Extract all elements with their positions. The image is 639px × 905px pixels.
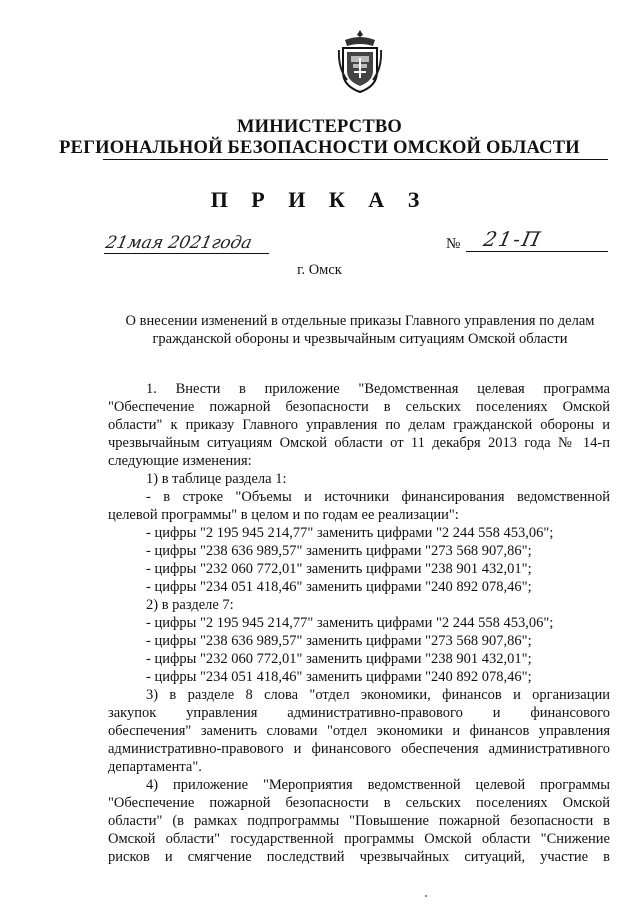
body-line: 4) приложение "Мероприятия ведомственной целевой программы <box>146 777 610 793</box>
order-city: г. Омск <box>297 262 342 278</box>
date-underline <box>104 253 269 254</box>
body-line: - цифры "2 195 945 214,77" заменить цифрами "2 244 558 453,06"; <box>146 525 554 541</box>
body-line: 3) в разделе 8 слова "отдел экономики, финансов и организации <box>146 687 610 703</box>
body-line: департамента". <box>108 759 202 775</box>
body-line: Омской области" государственной программы Омской области "Снижение <box>108 831 610 847</box>
body-line: закупок управления административно-правового и финансового <box>108 705 610 721</box>
order-subject: О внесении изменений в отдельные приказы Главного управления по делам гражданской обороны и чрезвычайным ситуациям Омской области <box>125 313 595 347</box>
body-line: "Обеспечение пожарной безопасности в сельских поселениях Омской <box>108 795 610 811</box>
body-line: - цифры "232 060 772,01" заменить цифрами "238 901 432,01"; <box>146 651 532 667</box>
body-line: следующие изменения: <box>108 453 252 469</box>
header-divider <box>103 159 608 160</box>
order-number-label: № <box>446 236 461 252</box>
body-line: чрезвычайным ситуациям Омской области от 11 декабря 2013 года № 14-п <box>108 435 610 451</box>
body-line: - цифры "238 636 989,57" заменить цифрами "273 568 907,86"; <box>146 633 532 649</box>
body-line: обеспечения" заменить словами "отдел экономики и финансов управления <box>108 723 610 739</box>
body-line: целевой программы" в целом и по годам ее реализации": <box>108 507 459 523</box>
body-line: - цифры "234 051 418,46" заменить цифрами "240 892 078,46"; <box>146 579 532 595</box>
body-line: 1. Внести в приложение "Ведомственная целевая программа <box>146 381 610 397</box>
order-title: П Р И К А З <box>210 187 429 212</box>
body-line: "Обеспечение пожарной безопасности в сельских поселениях Омской <box>108 399 610 415</box>
omsk-coat-of-arms-icon <box>337 28 383 94</box>
body-line: - цифры "238 636 989,57" заменить цифрами "273 568 907,86"; <box>146 543 532 559</box>
number-underline <box>466 251 608 252</box>
body-line: - цифры "2 195 945 214,77" заменить цифрами "2 244 558 453,06"; <box>146 615 554 631</box>
body-line: - цифры "234 051 418,46" заменить цифрами "240 892 078,46"; <box>146 669 532 685</box>
body-line: - цифры "232 060 772,01" заменить цифрами "238 901 432,01"; <box>146 561 532 577</box>
body-line: рисков и смягчение последствий чрезвычайных ситуаций, участие в <box>108 849 610 865</box>
body-line: - в строке "Объемы и источники финансирования ведомственной <box>146 489 610 505</box>
order-number-handwritten: 21-П <box>481 227 545 251</box>
body-line: административно-правового и финансового обеспечения административного <box>108 741 610 757</box>
body-line: 2) в разделе 7: <box>146 597 234 613</box>
body-line: 1) в таблице раздела 1: <box>146 471 287 487</box>
body-line: области" к приказу Главного управления по делам гражданской обороны и <box>108 417 610 433</box>
scan-speck <box>425 895 427 897</box>
body-line: области" (в рамках подпрограммы "Повышение пожарной безопасности в <box>108 813 610 829</box>
ministry-title-line1: МИНИСТЕРСТВО <box>236 117 403 137</box>
order-date-handwritten: 21мая 2021года <box>103 233 254 253</box>
ministry-title-line2: РЕГИОНАЛЬНОЙ БЕЗОПАСНОСТИ ОМСКОЙ ОБЛАСТИ <box>59 138 580 158</box>
